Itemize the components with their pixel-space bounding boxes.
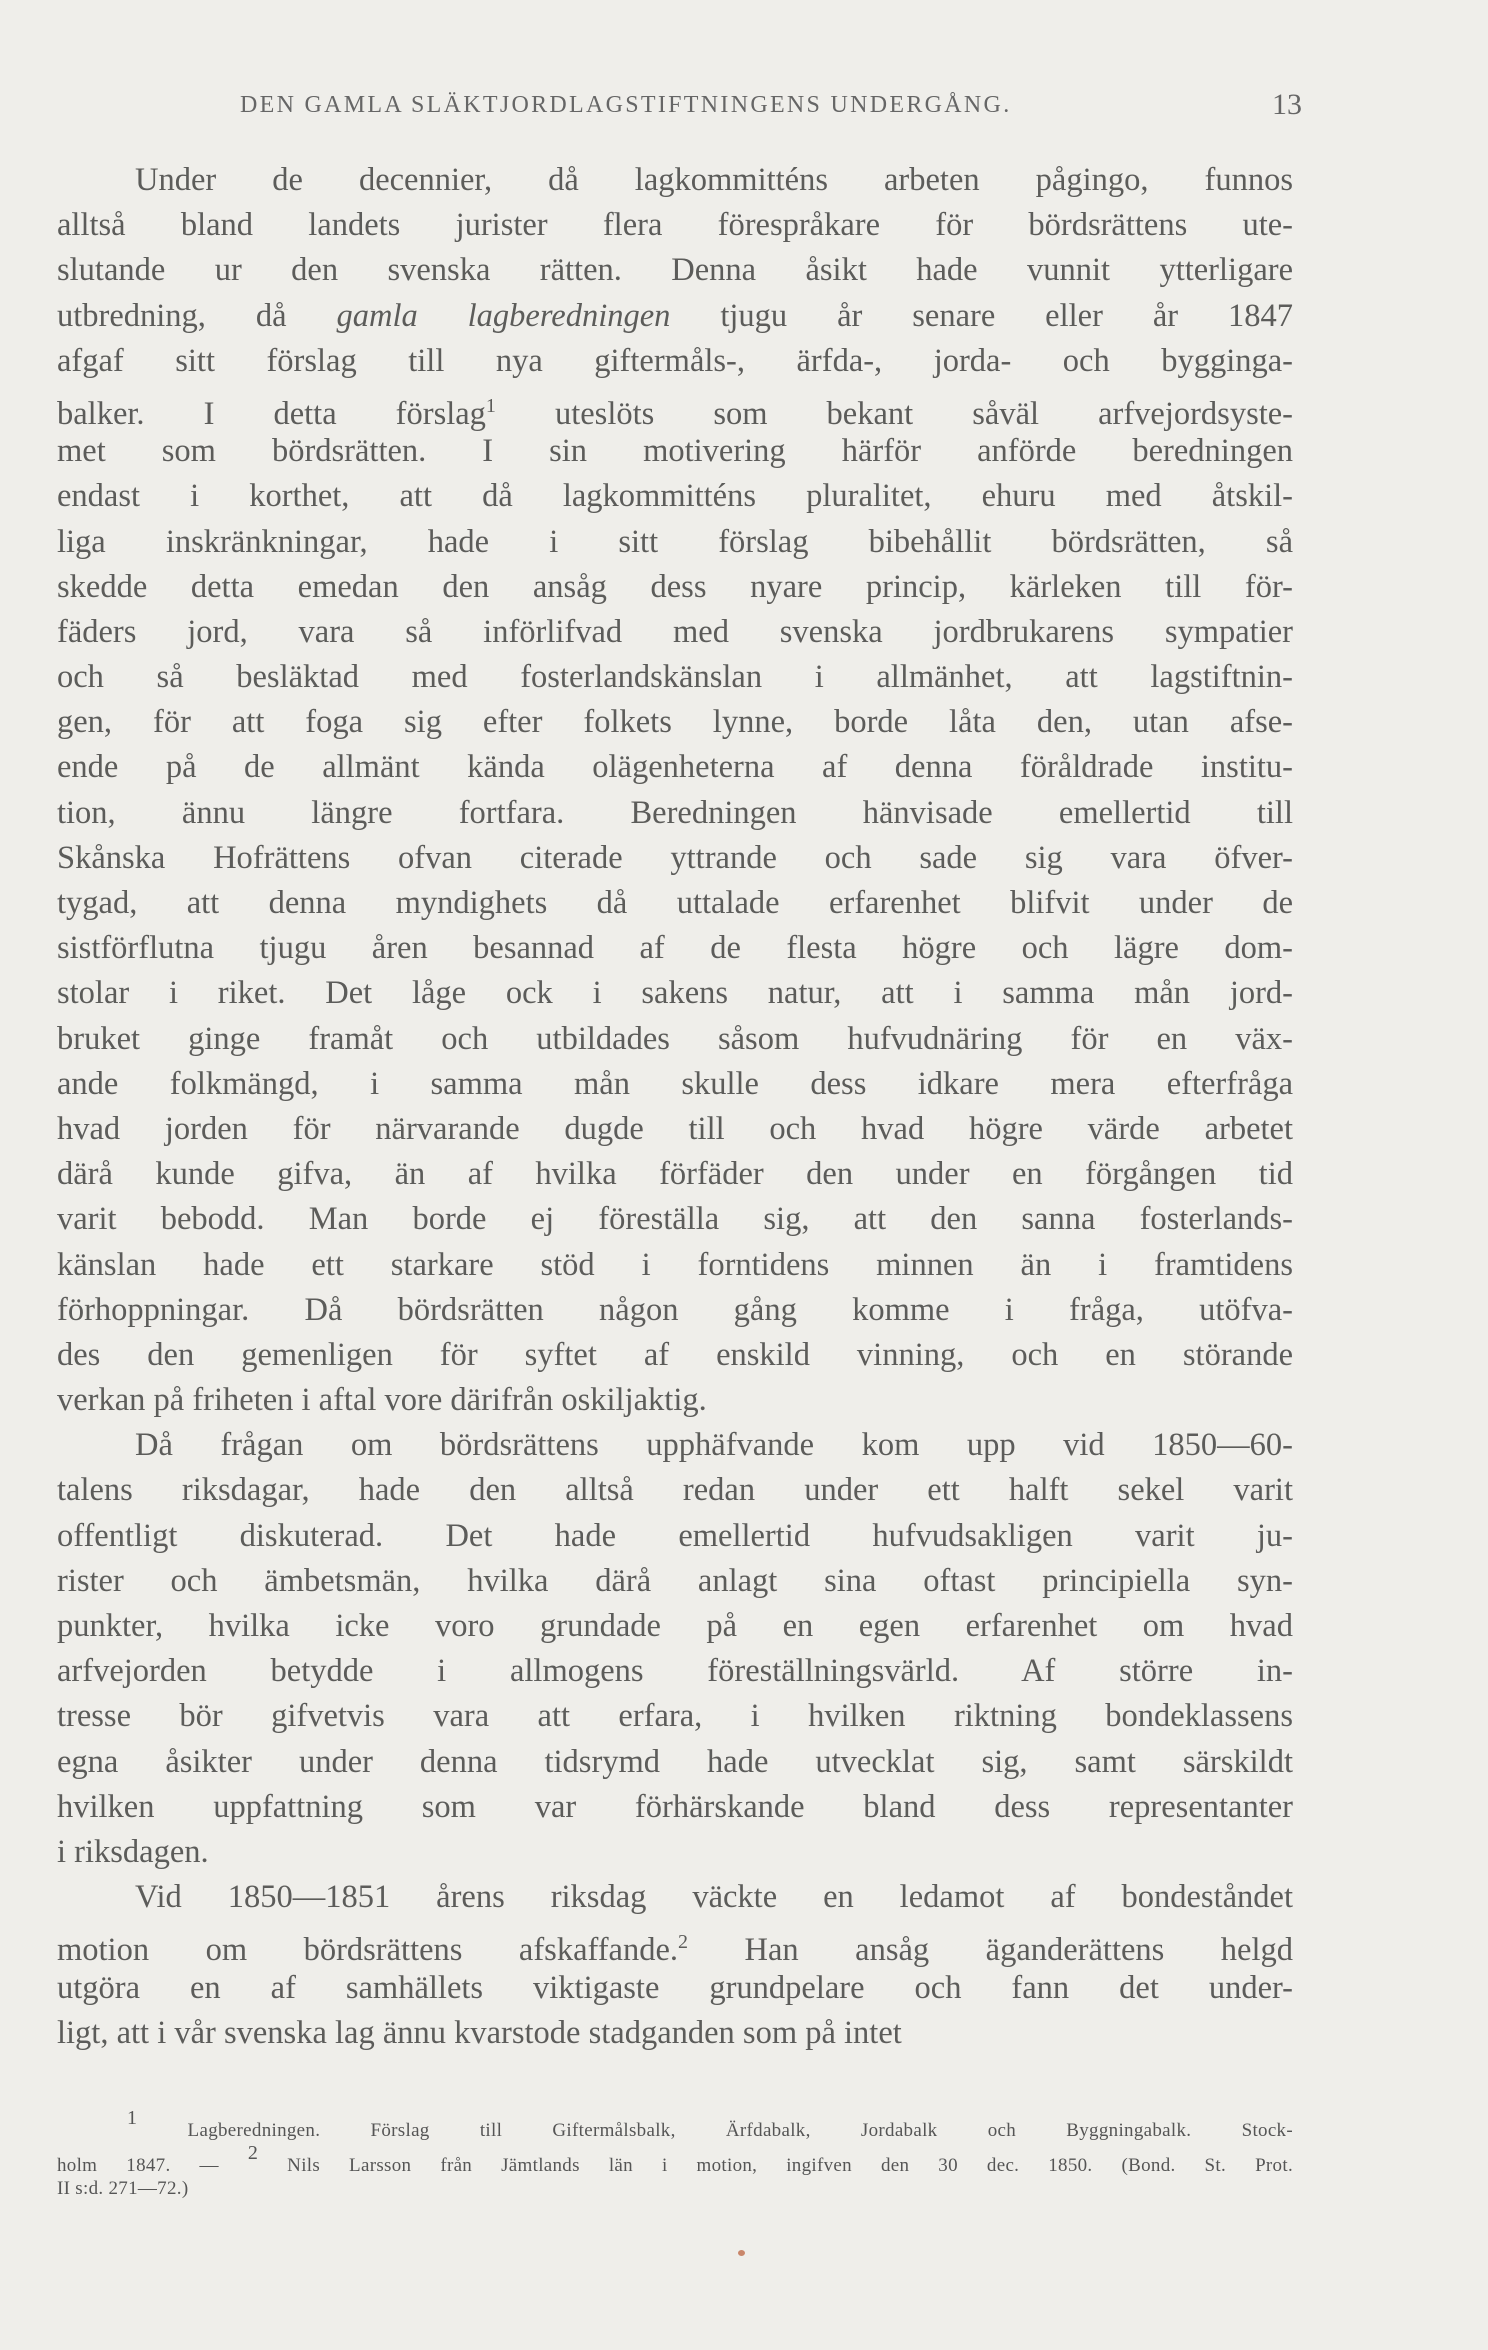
text-line: motion om bördsrättens afskaffande.$^2$ Han ansåg äganderättens helgd (57, 1931, 1293, 1969)
text-line: utgöra en af samhällets viktigaste grundpelare och fann det under- (57, 1969, 1293, 2006)
paper-stain (738, 2250, 745, 2256)
text-line: därå kunde gifva, än af hvilka förfäder den under en förgången tid (57, 1156, 1293, 1193)
text-line: stolar i riket. Det låge ock i sakens natur, att i samma mån jord- (57, 975, 1293, 1012)
italic-term: gamla lagberedningen (336, 297, 671, 334)
text-line: endast i korthet, att då lagkommitténs pluralitet, ehuru med åtskil- (57, 478, 1293, 515)
running-head-title: DEN GAMLA SLÄKTJORDLAGSTIFTNINGENS UNDERGÅNG. (240, 92, 1012, 118)
text-line: och så besläktad med fosterlandskänslan i allmänhet, att lagstiftnin- (57, 659, 1293, 696)
text-line: verkan på friheten i aftal vore därifrån oskiljaktig. (57, 1382, 707, 1419)
text-line: slutande ur den svenska rätten. Denna åsikt hade vunnit ytterligare (57, 252, 1293, 289)
footnote-marker: 2 (247, 2142, 259, 2164)
footnote-marker: 2 (678, 1931, 689, 1954)
text-line: Då frågan om bördsrättens upphäfvande kom upp vid 1850—60- (135, 1427, 1293, 1464)
text-line: met som bördsrätten. I sin motivering härför anförde beredningen (57, 433, 1293, 470)
text-line: arfvejorden betydde i allmogens föreställningsvärld. Af större in- (57, 1653, 1293, 1690)
text-line: talens riksdagar, hade den alltså redan under ett halft sekel varit (57, 1472, 1293, 1509)
text-line: varit bebodd. Man borde ej föreställa sig, att den sanna fosterlands- (57, 1201, 1293, 1238)
text-line: rister och ämbetsmän, hvilka därå anlagt sina oftast principiella syn- (57, 1562, 1293, 1599)
text-line: ligt, att i vår svenska lag ännu kvarstode stadganden som på intet (57, 2014, 902, 2051)
footnote-line: 1 Lagberedningen. Förslag till Giftermålsbalk, Ärfdabalk, Jordabalk och Byggningabalk. Stock- (127, 2107, 1293, 2141)
text-line: punkter, hvilka icke voro grundade på en egen erfarenhet om hvad (57, 1608, 1293, 1644)
footnote-marker: 1 (485, 394, 496, 417)
text-line: ende på de allmänt kända olägenheterna af denna föråldrade institu- (57, 749, 1293, 786)
text-line: hvad jorden för närvarande dugde till och hvad högre värde arbetet (57, 1110, 1293, 1147)
running-head (240, 88, 1302, 132)
text-line: tresse bör gifvetvis vara att erfara, i hvilken riktning bondeklassens (57, 1698, 1293, 1735)
text-line: tion, ännu längre fortfara. Beredningen hänvisade emellertid till (57, 794, 1293, 831)
text-line: känslan hade ett starkare stöd i forntidens minnen än i framtidens (57, 1246, 1293, 1283)
text-line: Vid 1850—1851 årens riksdag väckte en ledamot af bondeståndet (135, 1879, 1293, 1916)
text-line: des den gemenligen för syftet af enskild vinning, och en störande (57, 1336, 1293, 1373)
text-line: Skånska Hofrättens ofvan citerade yttrande och sade sig vara öfver- (57, 839, 1293, 876)
text-line: egna åsikter under denna tidsrymd hade utvecklat sig, samt särskildt (57, 1743, 1293, 1780)
page-number: 13 (1272, 88, 1302, 121)
text-line: Under de decennier, då lagkommitténs arbeten pågingo, funnos (135, 162, 1293, 198)
text-line: liga inskränkningar, hade i sitt förslag bibehållit bördsrätten, så (57, 523, 1293, 560)
text-line: utbredning, då gamla lagberedningen tjugu år senare eller år 1847 (57, 297, 1293, 334)
body-text (57, 158, 1293, 2056)
text-line: tygad, att denna myndighets då uttalade erfarenhet blifvit under de (57, 885, 1293, 921)
text-line: balker. I detta förslag$^1$ uteslöts som bekant såväl arfvejordsyste- (57, 394, 1293, 432)
text-line: alltså bland landets jurister flera förespråkare för bördsrättens ute- (57, 207, 1293, 244)
text-line: fäders jord, vara så införlifvad med svenska jordbrukarens sympatier (57, 613, 1293, 650)
text-line: sistförflutna tjugu åren besannad af de flesta högre och lägre dom- (57, 930, 1293, 967)
text-line: förhoppningar. Då bördsrätten någon gång komme i fråga, utöfva- (57, 1291, 1293, 1328)
text-line: ande folkmängd, i samma mån skulle dess idkare mera efterfråga (57, 1065, 1293, 1102)
text-line: bruket ginge framåt och utbildades såsom hufvudnäring för en väx- (57, 1020, 1293, 1057)
text-line: i riksdagen. (57, 1833, 209, 1870)
footnote-line: holm 1847. — 2 Nils Larsson från Jämtlands län i motion, ingifven den 30 dec. 1850. (Bond. St. Prot. (57, 2142, 1293, 2176)
text-line: afgaf sitt förslag till nya giftermåls-, ärfda-, jorda- och bygginga- (57, 342, 1293, 379)
text-line: gen, för att foga sig efter folkets lynne, borde låta den, utan afse- (57, 704, 1293, 741)
text-line: hvilken uppfattning som var förhärskande bland dess representanter (57, 1788, 1293, 1825)
footnote-line: II s:d. 271—72.) (57, 2178, 189, 2199)
footnote-marker: 1 (127, 2107, 138, 2129)
footnotes (57, 2107, 1293, 2200)
text-line: skedde detta emedan den ansåg dess nyare princip, kärleken till för- (57, 568, 1293, 605)
text-line: offentligt diskuterad. Det hade emellertid hufvudsakligen varit ju- (57, 1517, 1293, 1554)
